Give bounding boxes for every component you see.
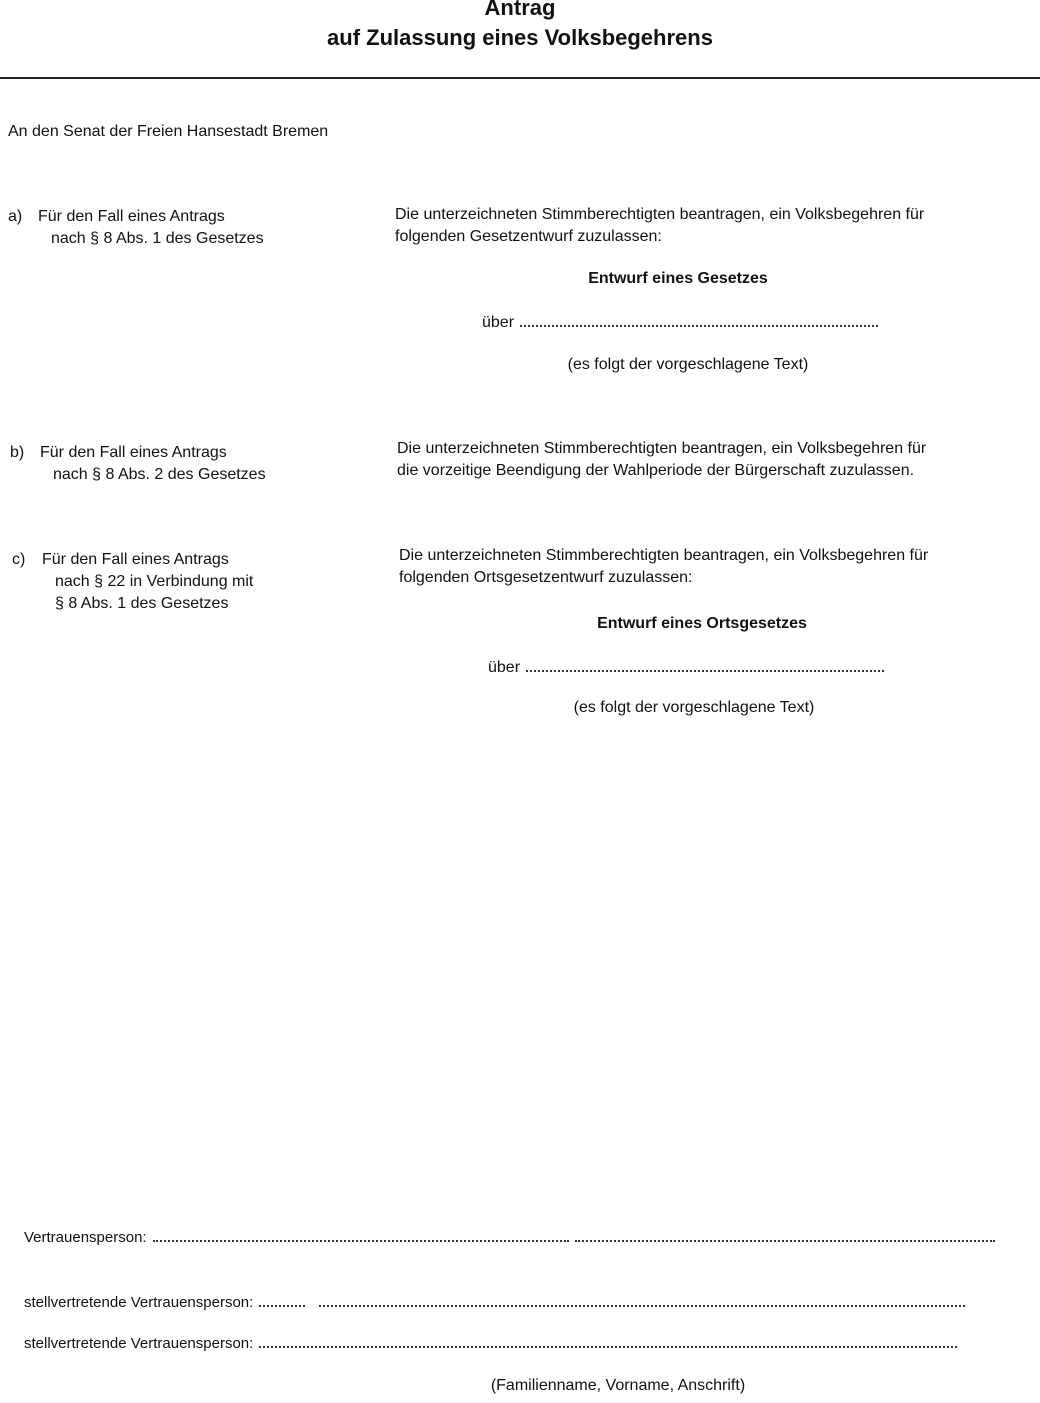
trustee-row (24, 1227, 995, 1249)
section-a-ueber-blank (520, 311, 878, 327)
deputy-2-row (24, 1333, 957, 1355)
section-a-condition (8, 206, 264, 250)
section-b-letter: b) (10, 444, 25, 461)
deputy-1-label: stellvertretende Vertrauensperson: (24, 1294, 254, 1311)
section-a-right-line-2: folgenden Gesetzentwurf zuzulassen: (395, 228, 662, 245)
header-divider (0, 77, 1040, 79)
section-a-letter: a) (8, 208, 23, 225)
signature-caption: (Familienname, Vorname, Anschrift) (490, 1377, 746, 1394)
section-c-ueber-line (488, 656, 884, 679)
section-c-draft-heading: Entwurf eines Ortsgesetzes (597, 615, 807, 632)
section-a-draft-heading: Entwurf eines Gesetzes (588, 270, 768, 287)
section-c-right-line-1: Die unterzeichneten Stimmberechtigten beantragen, ein Volksbegehren für (399, 547, 929, 564)
section-a-request (395, 204, 924, 248)
deputy-1-name-blank[interactable] (259, 1293, 305, 1307)
trustee-address-blank[interactable] (575, 1228, 995, 1242)
section-c-ueber-blank (526, 656, 884, 672)
title-line-2: auf Zulassung eines Volksbegehrens (327, 25, 713, 50)
section-a-ueber-label: über (482, 314, 515, 331)
deputy-1-address-blank[interactable] (319, 1293, 965, 1307)
section-c-left-line-2: nach § 22 in Verbindung mit (55, 573, 254, 590)
title-line-1: Antrag (484, 0, 556, 20)
addressee: An den Senat der Freien Hansestadt Bremen (8, 123, 329, 140)
section-b-left-line-2: nach § 8 Abs. 2 des Gesetzes (53, 466, 266, 483)
deputy-2-blank[interactable] (259, 1334, 957, 1348)
section-c-note: (es folgt der vorgeschlagene Text) (573, 699, 815, 716)
trustee-label: Vertrauensperson: (24, 1229, 147, 1246)
deputy-1-row (24, 1292, 965, 1314)
section-a-note: (es folgt der vorgeschlagene Text) (567, 356, 809, 373)
section-c-ueber-label: über (488, 659, 521, 676)
section-b-left-line-1: Für den Fall eines Antrags (40, 444, 227, 461)
trustee-name-blank[interactable] (153, 1228, 569, 1242)
section-c-request (399, 545, 928, 589)
section-a-ueber-line (482, 311, 878, 334)
section-c-right-line-2: folgenden Ortsgesetzentwurf zuzulassen: (399, 569, 693, 586)
section-a-left-line-2: nach § 8 Abs. 1 des Gesetzes (51, 230, 264, 247)
section-c-left-line-1: Für den Fall eines Antrags (42, 551, 229, 568)
section-c-letter: c) (12, 551, 26, 568)
section-b-right-line-1: Die unterzeichneten Stimmberechtigten beantragen, ein Volksbegehren für (397, 440, 927, 457)
section-b-condition (10, 442, 266, 486)
section-c-left-line-3: § 8 Abs. 1 des Gesetzes (55, 595, 229, 612)
section-a-right-line-1: Die unterzeichneten Stimmberechtigten beantragen, ein Volksbegehren für (395, 206, 925, 223)
section-b-request (397, 438, 926, 482)
section-c-condition (12, 549, 253, 615)
section-b-right-line-2: die vorzeitige Beendigung der Wahlperiode der Bürgerschaft zuzulassen. (397, 462, 915, 479)
deputy-2-label: stellvertretende Vertrauensperson: (24, 1335, 254, 1352)
section-a-left-line-1: Für den Fall eines Antrags (38, 208, 225, 225)
